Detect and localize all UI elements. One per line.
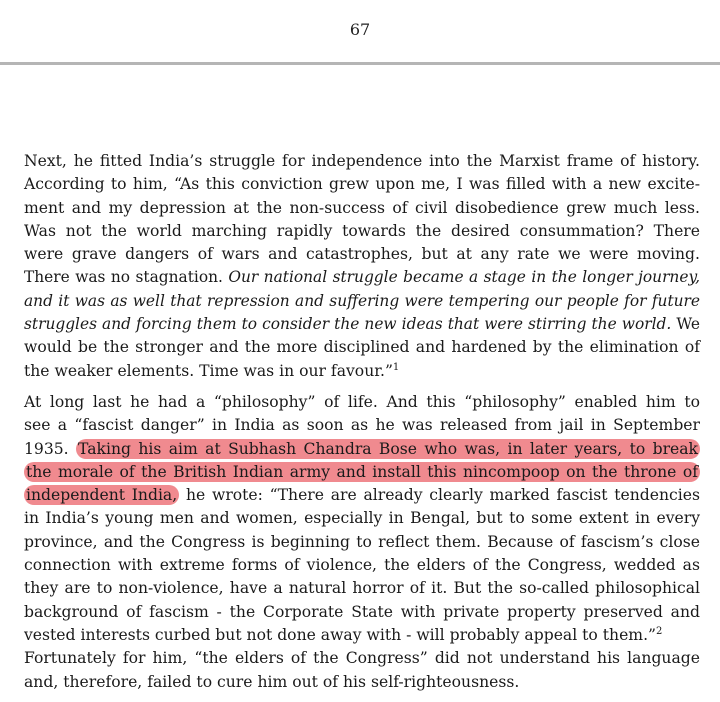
text-line [24,484,700,507]
text-line: in India’s young men and women, especially in Bengal, but to some extent in every [24,509,700,528]
text-line [24,290,700,313]
highlighted-text: independent India, [26,486,178,505]
text-line: Next, he fitted India’s struggle for independence into the Marxist frame of history. [24,152,700,170]
highlighted-text: Taking his aim at Subhash Chandra Bose who was, in later years, to break [78,439,698,458]
text-line: At long last he had a “philosophy” of life. And this “philosophy” enabled him to [24,392,700,411]
quote-italic: Our national struggle became a stage in the longer journey, [228,268,700,287]
text-line: and, therefore, failed to cure him out of his self-righteousness. [24,672,520,691]
text-plain: 1935. [24,439,77,458]
text-line: ment and my depression at the non-success of civil disobedience grew much less. [24,198,700,217]
header-rule [0,62,720,65]
text-line: Was not the world marching rapidly towards the desired consummation? There [24,221,700,240]
footnote-marker: 2 [656,625,663,637]
text-line [24,266,700,289]
text-line: Fortunately for him, “the elders of the Congress” did not understand his language [24,649,700,668]
body-text [24,150,700,694]
text-line: were grave dangers of wars and catastrophes, but at any rate we were moving. [24,245,700,264]
text-line: connection with extreme forms of violence, the elders of the Congress, wedded as [24,556,700,575]
text-line: According to him, “As this conviction grew upon me, I was filled with a new excite- [24,175,700,194]
quote-italic: and it was as well that repression and suffering were tempering our people for future [24,291,700,310]
highlighted-text: the morale of the British Indian army and install this nincompoop on the throne of [26,462,698,481]
text-line [24,313,700,336]
text-line: province, and the Congress is beginning to reflect them. Because of fascism’s close [24,532,700,551]
text-line: background of fascism - the Corporate State with private property preserved and [24,602,700,621]
text-line [24,360,700,383]
footnote-marker: 1 [392,361,400,373]
paragraph-1 [24,150,700,383]
quote-italic: struggles and forcing them to consider the new ideas that were stirring the world. [24,315,672,334]
text-line: they are to non-violence, have a natural horror of it. But the so-called philosophical [24,579,700,598]
text-line [24,624,700,647]
text-plain: There was no stagnation. [24,268,229,287]
text-line [24,461,700,484]
paragraph-gap [24,383,700,391]
paragraph-2 [24,391,700,694]
text-plain: We [671,315,700,334]
page-number: 67 [349,20,371,39]
text-plain: he wrote: “There are already clearly marked fascist tendencies [179,486,700,505]
text-plain: the weaker elements. Time was in our favour.” [24,361,393,380]
text-line: would be the stronger and the more disciplined and hardened by the elimination of [24,338,700,357]
text-line [24,438,700,461]
text-line: see a “fascist danger” in India as soon as he was released from jail in September [24,416,700,435]
text-plain: vested interests curbed but not done away with - will probably appeal to them.” [24,625,657,644]
